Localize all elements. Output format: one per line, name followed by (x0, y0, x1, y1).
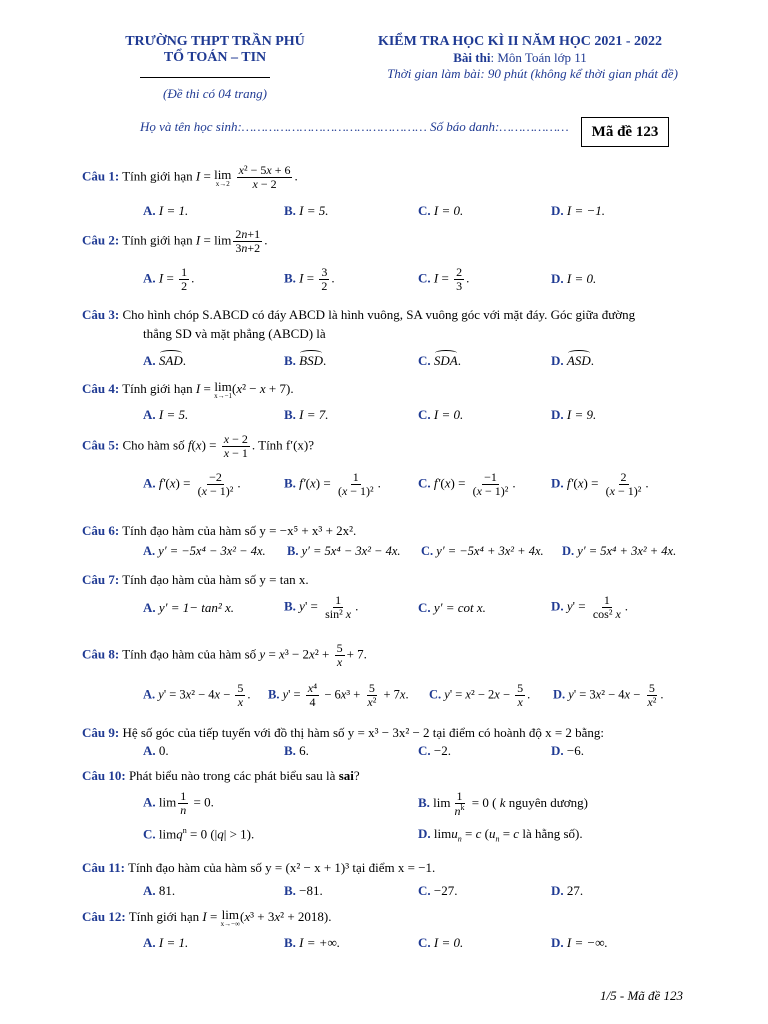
subject-line (360, 50, 680, 66)
q7-option-a[interactable]: A. y' = 1− tan² x. (143, 600, 235, 615)
q2-option-a[interactable]: A. I = $\frac{1}{2}$ . (143, 265, 195, 294)
question-9: Câu 9: Hệ số góc của tiếp tuyến với đồ thị hàm số y = x³ − 3x² − 2 tại điểm có hoành độ x = 2 bằng: (82, 725, 605, 740)
question-4: Câu 4: Tính giới hạn I = lim x→−1 (x² − x + 7). (82, 379, 294, 400)
q11-option-c[interactable]: C. −27. (418, 883, 458, 898)
student-info-line: Họ và tên học sinh:………………………………………… Số báo danh:……………… (140, 119, 569, 134)
q12-option-a[interactable]: A. I = 1. (143, 935, 189, 950)
q3-option-b[interactable]: B. BSD. (284, 353, 327, 368)
q2-option-c[interactable]: C. I = $\frac{2}{3}$ . (418, 265, 470, 294)
q5-option-c[interactable]: C. f′(x) = $\frac{-1}{\text{(x − 1)²}}$ . (418, 470, 516, 499)
subject-label: Bài thi (453, 50, 491, 65)
question-3-line2: thẳng SD và mặt phẳng (ABCD) là (143, 326, 326, 341)
q5-option-d[interactable]: D. f′(x) = $\frac{2}{\text{(x − 1)²}}$ . (551, 470, 649, 499)
question-1: Câu 1: Tính giới hạn I = lim x→2 $\frac{\text{x² − 5x + 6}}{x - 2}$ . (82, 163, 298, 192)
q4-option-a[interactable]: A. I = 5. (143, 407, 189, 422)
q5-option-b[interactable]: B. f′(x) = $\frac{1}{\text{(x − 1)²}}$ . (284, 470, 381, 499)
q11-option-d[interactable]: D. 27. (551, 883, 584, 898)
question-5: Câu 5: Cho hàm số f(x) = $\frac{x - 2}{x - 1}$ . Tính f′(x)? (82, 432, 315, 461)
q12-option-d[interactable]: D. I = −∞. (551, 935, 608, 950)
q3-option-d[interactable]: D. ASD. (551, 353, 594, 368)
header-divider (140, 77, 270, 78)
q6-option-a[interactable]: A. y′ = −5x⁴ − 3x² − 4x. (143, 544, 266, 558)
q2-option-b[interactable]: B. I = $\frac{3}{2}$ . (284, 265, 335, 294)
q10-option-b[interactable]: B. lim $\frac{1}{n^k}$ = 0 ( k nguyên dương) (418, 789, 588, 819)
q7-option-b[interactable]: B. y' = $\frac{1}{\text{sin² x}}$ . (284, 593, 359, 622)
q6-option-d[interactable]: D. y′ = 5x⁴ + 3x² + 4x. (562, 544, 677, 558)
subject-value: : Môn Toán lớp 11 (490, 50, 587, 65)
q11-option-b[interactable]: B. −81. (284, 883, 323, 898)
q1-option-a[interactable]: A. I = 1. (143, 203, 189, 218)
q10-option-c[interactable]: C. limq$^n$ = 0 (|q| > 1). (143, 826, 255, 842)
q8-option-c[interactable]: C. y' = x² − 2x − $\frac{5}{x}$ . (429, 681, 531, 710)
q3-option-a[interactable]: A. SAD. (143, 353, 186, 368)
q1-option-b[interactable]: B. I = 5. (284, 203, 329, 218)
q4-option-c[interactable]: C. I = 0. (418, 407, 464, 422)
q4-option-d[interactable]: D. I = 9. (551, 407, 597, 422)
q10-option-a[interactable]: A. lim $\frac{1}{n}$ = 0. (143, 789, 214, 818)
q3-option-c[interactable]: C. SDA. (418, 353, 461, 368)
question-12: Câu 12: Tính giới hạn I = lim x→−∞ (x³ + 3x² + 2018). (82, 907, 332, 928)
time-note: Thời gian làm bài: 90 phút (không kể thời gian phát đề) (387, 66, 678, 81)
q8-option-a[interactable]: A. y' = 3x² − 4x − $\frac{5}{x}$ . (143, 681, 251, 710)
q12-option-b[interactable]: B. I = +∞. (284, 935, 341, 950)
q10-option-d[interactable]: D. limu$_n$ = c ($u_n = c$ là hằng số). (418, 826, 583, 844)
question-8: Câu 8: Tính đạo hàm của hàm số y = x³ − 2x² + $\frac{5}{x}$ + 7. (82, 641, 367, 670)
q6-option-b[interactable]: B. y′ = 5x⁴ − 3x² − 4x. (287, 544, 401, 558)
q8-option-b[interactable]: B. y' = $\frac{\text{x⁴}}{4}$ − 6x³ + $\frac{5}{\text{x²}}$ + 7x. (268, 681, 409, 710)
question-2: Câu 2: Tính giới hạn I = lim $\frac{2n+1}{3n+2}$ . (82, 227, 268, 256)
pages-note: (Đề thi có 04 trang) (163, 86, 267, 101)
q5-option-a[interactable]: A. f′(x) = $\frac{-2}{\text{(x − 1)²}}$ . (143, 470, 241, 499)
exam-code-box: Mã đề 123 (581, 117, 669, 147)
q6-option-c[interactable]: C. y′ = −5x⁴ + 3x² + 4x. (421, 544, 544, 558)
q7-option-d[interactable]: D. y' = $\frac{1}{\text{cos² x}}$ . (551, 593, 629, 622)
question-text: Tính giới hạn (122, 168, 193, 184)
q1-option-c[interactable]: C. I = 0. (418, 203, 464, 218)
q2-option-d[interactable]: D. I = 0. (551, 271, 597, 286)
q9-option-c[interactable]: C. −2. (418, 743, 451, 758)
exam-title: KIỂM TRA HỌC KÌ II NĂM HỌC 2021 - 2022 (377, 34, 663, 49)
question-10: Câu 10: Phát biểu nào trong các phát biểu sau là sai? (82, 768, 360, 783)
question-6: Câu 6: Tính đạo hàm của hàm số y = −x⁵ + x³ + 2x². (82, 523, 357, 538)
page-footer: 1/5 - Mã đề 123 (600, 988, 684, 1003)
question-11: Câu 11: Tính đạo hàm của hàm số y = (x² − x + 1)³ tại điểm x = −1. (82, 860, 436, 875)
question-7: Câu 7: Tính đạo hàm của hàm số y = tan x. (82, 572, 309, 587)
department-name: TỔ TOÁN – TIN (163, 50, 267, 65)
school-name: TRƯỜNG THPT TRẦN PHÚ (125, 34, 305, 49)
q7-option-c[interactable]: C. y' = cot x. (418, 600, 486, 615)
q1-option-d[interactable]: D. I = −1. (551, 203, 606, 218)
q9-option-b[interactable]: B. 6. (284, 743, 309, 758)
question-3: Câu 3: Cho hình chóp S.ABCD có đáy ABCD là hình vuông, SA vuông góc với mặt đáy. Góc giữa đường (82, 307, 636, 322)
q11-option-a[interactable]: A. 81. (143, 883, 176, 898)
q9-option-a[interactable]: A. 0. (143, 743, 169, 758)
q12-option-c[interactable]: C. I = 0. (418, 935, 464, 950)
q4-option-b[interactable]: B. I = 7. (284, 407, 329, 422)
question-label: Câu 1: (82, 168, 120, 184)
q9-option-d[interactable]: D. −6. (551, 743, 584, 758)
q8-option-d[interactable]: D. y' = 3x² − 4x − $\frac{5}{\text{x²}}$ . (553, 681, 664, 710)
